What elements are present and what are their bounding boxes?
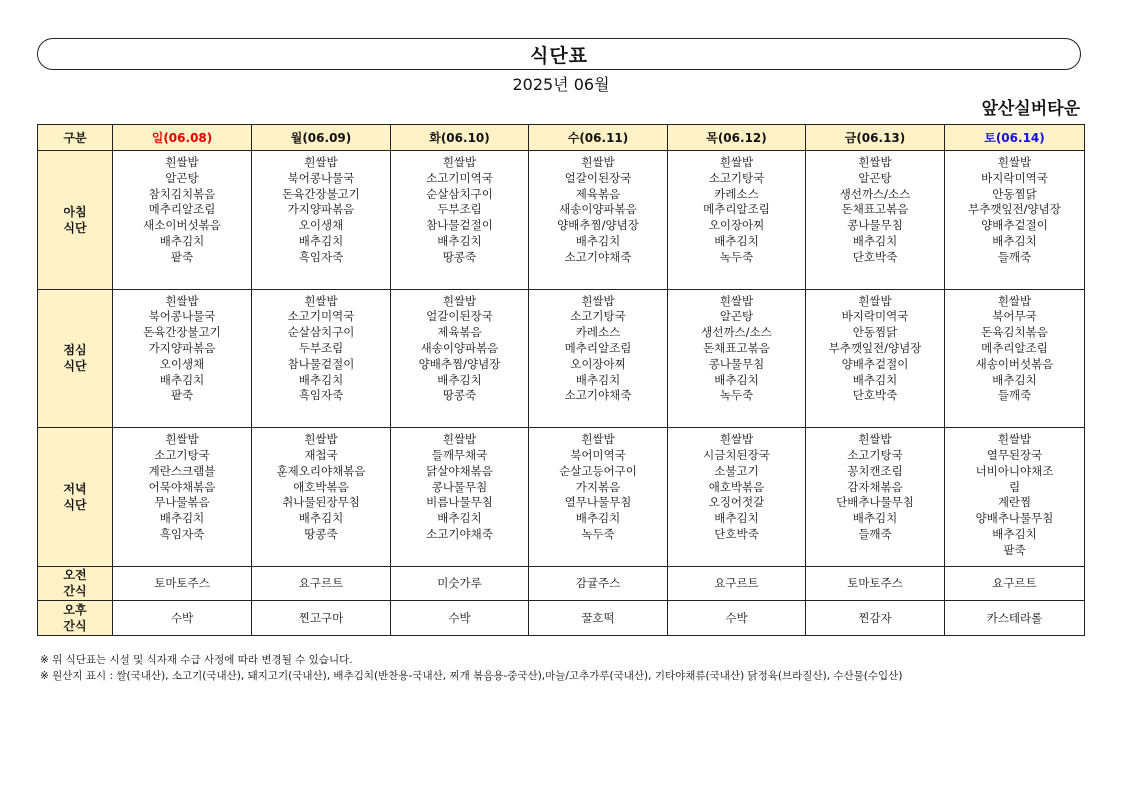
menu-item: 콩나물무침: [847, 218, 903, 233]
menu-item: 흑임자죽: [298, 249, 344, 264]
menu-item: 훈제오리야채볶음: [276, 463, 366, 478]
menu-item: 흰쌀밥: [304, 155, 338, 169]
snack-cell: 찐고구마: [252, 600, 391, 635]
menu-item: 소불고기: [714, 463, 759, 478]
menu-item: 북어콩나물국: [287, 170, 355, 185]
meal-cell: [806, 151, 945, 290]
menu-item: 배추김치: [992, 372, 1037, 387]
day-header: 금(06.13): [806, 125, 945, 151]
menu-item: 안동찜닭: [992, 186, 1037, 201]
menu-item: 열무나물무침: [564, 495, 632, 510]
menu-item: 배추김치: [714, 372, 759, 387]
menu-item: 애호박볶음: [293, 479, 349, 494]
meal-cell: [806, 428, 945, 567]
menu-item: 녹두죽: [719, 388, 754, 403]
meal-cell: [252, 151, 391, 290]
menu-item: 오이생채: [298, 218, 344, 233]
menu-item: 계란찜: [997, 495, 1032, 510]
menu-item: 흰쌀밥: [442, 293, 477, 308]
menu-item: 흰쌀밥: [997, 432, 1032, 447]
menu-item: 배추김치: [714, 511, 759, 526]
menu-item: 돈육간장불고기: [282, 186, 360, 201]
menu-item: 취나물된장무침: [282, 495, 360, 510]
menu-item: 알곤탕: [165, 170, 199, 185]
snack-cell: 수박: [668, 600, 806, 635]
meal-cell: [252, 289, 391, 428]
menu-item: 단호박죽: [852, 388, 898, 403]
menu-item: 흰쌀밥: [581, 432, 615, 447]
menu-item: 돈채표고볶음: [703, 340, 770, 355]
menu-item: 흰쌀밥: [581, 293, 615, 308]
day-header: 토(06.14): [945, 125, 1085, 151]
page-title: 식단표: [529, 44, 589, 67]
meal-cell: [945, 289, 1085, 428]
menu-item: 오이생채: [159, 356, 205, 371]
menu-item: 녹두죽: [581, 526, 615, 541]
menu-item: 흰쌀밥: [719, 155, 754, 169]
menu-item: 가지양파볶음: [287, 202, 355, 217]
snack-cell: 토마토주스: [806, 566, 945, 600]
row-label-text: 저녁: [63, 481, 87, 496]
snack-cell: 토마토주스: [113, 566, 252, 600]
snack-row: [38, 600, 1085, 635]
menu-item: 계란스크램블: [148, 463, 216, 478]
menu-item: 양배추찜/양념장: [418, 356, 501, 371]
menu-item: 북어미역국: [570, 447, 626, 462]
menu-item: 참나물겉절이: [287, 356, 355, 371]
menu-item: 땅콩죽: [304, 526, 338, 541]
menu-item: 단배추나물무침: [836, 495, 914, 510]
menu-item: 알곤탕: [858, 170, 892, 185]
menu-item: 순살고등어구이: [559, 463, 637, 478]
notes: [40, 652, 902, 684]
row-label-text: 아침: [63, 204, 87, 219]
menu-item: 땅콩죽: [442, 388, 477, 403]
meal-cell: [391, 151, 529, 290]
meal-cell: [668, 428, 806, 567]
menu-item: 배추김치: [852, 511, 898, 526]
menu-item: 메추리알조림: [564, 340, 632, 355]
menu-item: 배추김치: [159, 511, 205, 526]
day-header: 일(06.08): [113, 125, 252, 151]
menu-item: 배추김치: [575, 511, 621, 526]
menu-item: 카레소스: [714, 186, 759, 201]
header-category: 구분: [38, 125, 113, 151]
menu-item: 배추김치: [437, 511, 482, 526]
menu-item: 순살삼치구이: [287, 325, 355, 340]
menu-item: 배추김치: [575, 233, 621, 248]
meal-cell: [252, 428, 391, 567]
menu-item: 소고기야채죽: [564, 388, 632, 403]
menu-item: 오이장아찌: [570, 356, 626, 371]
menu-item: 땅콩죽: [442, 249, 477, 264]
snack-cell: 요구르트: [945, 566, 1085, 600]
menu-item: 너비아니야채조: [975, 463, 1054, 478]
row-label-text: 간식: [63, 584, 87, 599]
menu-item: 소고기탕국: [154, 447, 210, 462]
menu-item: 시금치된장국: [703, 447, 770, 462]
menu-item: 꽁치캔조림: [847, 463, 903, 478]
meal-cell: [806, 289, 945, 428]
row-label-text: 점심: [63, 343, 87, 358]
menu-item: 배추김치: [159, 233, 205, 248]
menu-item: 재첩국: [304, 447, 338, 462]
menu-item: 배추김치: [298, 233, 344, 248]
meal-row: [38, 289, 1085, 428]
menu-item: 참나물겉절이: [426, 218, 493, 233]
menu-item: 양배추겉절이: [981, 218, 1048, 233]
day-header: 화(06.10): [391, 125, 529, 151]
menu-item: 제육볶음: [575, 186, 621, 201]
menu-item: 흑임자죽: [159, 526, 205, 541]
menu-item: 메추리알조림: [981, 340, 1048, 355]
menu-item: 림: [1008, 479, 1021, 494]
row-label: [38, 566, 113, 600]
menu-item: 들깨죽: [997, 249, 1032, 264]
menu-item: 소고기미역국: [287, 309, 355, 324]
menu-item: 소고기야채죽: [564, 249, 632, 264]
row-label: [38, 600, 113, 635]
meal-cell: [391, 428, 529, 567]
day-header: 월(06.09): [252, 125, 391, 151]
meal-cell: [529, 289, 668, 428]
snack-cell: 수박: [391, 600, 529, 635]
menu-item: 메추리알조림: [703, 202, 770, 217]
meal-cell: [391, 289, 529, 428]
menu-item: 흰쌀밥: [304, 293, 338, 308]
row-label-text: 식단: [63, 359, 87, 374]
row-label-text: 식단: [63, 497, 87, 512]
snack-cell: 꿀호떡: [529, 600, 668, 635]
menu-item: 두부조림: [298, 340, 344, 355]
menu-item: 새송이양파볶음: [420, 340, 499, 355]
menu-item: 북어콩나물국: [148, 309, 216, 324]
menu-item: 제육볶음: [437, 325, 482, 340]
meal-row: [38, 428, 1085, 567]
menu-item: 가지양파볶음: [148, 340, 216, 355]
menu-item: 소고기탕국: [847, 447, 903, 462]
menu-item: 카레소스: [575, 325, 621, 340]
menu-item: 배추김치: [992, 233, 1037, 248]
menu-item: 가지볶음: [575, 479, 621, 494]
menu-item: 바지락미역국: [841, 309, 909, 324]
meal-table: [37, 124, 1085, 636]
snack-cell: 감귤주스: [529, 566, 668, 600]
menu-item: 단호박죽: [714, 526, 759, 541]
menu-item: 흰쌀밥: [304, 432, 338, 447]
meal-cell: [113, 289, 252, 428]
menu-item: 오이장아찌: [708, 218, 765, 233]
menu-item: 콩나물무침: [431, 479, 488, 494]
menu-item: 어묵야채볶음: [148, 479, 216, 494]
snack-cell: 요구르트: [668, 566, 806, 600]
day-header: 목(06.12): [668, 125, 806, 151]
menu-item: 감자채볶음: [847, 479, 903, 494]
row-label: [38, 289, 113, 428]
snack-cell: 카스테라롤: [945, 600, 1085, 635]
menu-item: 흑임자죽: [298, 388, 344, 403]
snack-cell: 찐감자: [806, 600, 945, 635]
header-row: [38, 125, 1085, 151]
row-label: [38, 151, 113, 290]
menu-item: 녹두죽: [719, 249, 754, 264]
menu-item: 바지락미역국: [981, 170, 1048, 185]
meal-row: [38, 151, 1085, 290]
note-change: ※ 위 식단표는 시설 및 식자재 수급 사정에 따라 변경될 수 있습니다.: [40, 654, 353, 666]
menu-item: 소고기미역국: [426, 170, 493, 185]
menu-item: 두부조림: [437, 202, 482, 217]
menu-item: 생선까스/소스: [701, 325, 772, 340]
menu-item: 순살삼치구이: [426, 186, 493, 201]
menu-item: 부추깻잎전/양념장: [968, 202, 1061, 217]
menu-item: 새송이양파볶음: [559, 202, 637, 217]
row-label-text: 오후: [63, 602, 87, 617]
meal-cell: [945, 151, 1085, 290]
menu-item: 흰쌀밥: [997, 293, 1032, 308]
menu-item: 새소이버섯볶음: [143, 218, 221, 233]
menu-item: 단호박죽: [852, 249, 898, 264]
menu-item: 들깨죽: [858, 526, 892, 541]
menu-item: 흰쌀밥: [165, 155, 199, 169]
menu-item: 콩나물무침: [708, 356, 765, 371]
menu-item: 흰쌀밥: [165, 432, 199, 447]
meal-cell: [945, 428, 1085, 567]
snack-cell: 요구르트: [252, 566, 391, 600]
title-banner: [37, 38, 1081, 70]
menu-item: 배추김치: [852, 372, 898, 387]
menu-item: 배추김치: [714, 233, 759, 248]
row-label-text: 식단: [63, 220, 87, 235]
menu-item: 소고기탕국: [570, 309, 626, 324]
menu-item: 흰쌀밥: [581, 155, 615, 169]
meal-cell: [529, 428, 668, 567]
menu-item: 흰쌀밥: [858, 155, 892, 169]
menu-item: 팥죽: [170, 249, 194, 264]
month-subtitle: 2025년 06월: [512, 75, 610, 94]
menu-item: 팥죽: [170, 388, 194, 403]
snack-cell: 미숫가루: [391, 566, 529, 600]
menu-item: 열무된장국: [986, 447, 1043, 462]
menu-item: 돈육김치볶음: [981, 325, 1048, 340]
snack-cell: 수박: [113, 600, 252, 635]
menu-item: 양배추겉절이: [841, 356, 909, 371]
meal-cell: [668, 289, 806, 428]
menu-item: 부추깻잎전/양념장: [828, 340, 922, 355]
menu-item: 무나물볶음: [154, 495, 210, 510]
menu-item: 흰쌀밥: [165, 293, 199, 308]
menu-item: 새송이버섯볶음: [975, 356, 1054, 371]
menu-item: 알곤탕: [719, 309, 754, 324]
menu-item: 북어무국: [992, 309, 1037, 324]
menu-item: 얼갈이된장국: [426, 309, 493, 324]
menu-item: 소고기탕국: [708, 170, 765, 185]
menu-item: 배추김치: [852, 233, 898, 248]
menu-item: 돈채표고볶음: [841, 202, 909, 217]
meal-cell: [668, 151, 806, 290]
menu-item: 흰쌀밥: [997, 155, 1032, 169]
menu-item: 배추김치: [298, 511, 344, 526]
menu-item: 배추김치: [159, 372, 205, 387]
menu-item: 애호박볶음: [708, 479, 765, 494]
row-label: [38, 428, 113, 567]
menu-item: 생선까스/소스: [839, 186, 911, 201]
row-label-text: 오전: [63, 568, 87, 583]
menu-item: 돈육간장불고기: [143, 325, 221, 340]
menu-item: 흰쌀밥: [858, 293, 892, 308]
snack-row: [38, 566, 1085, 600]
meal-cell: [113, 151, 252, 290]
menu-item: 참치김치볶음: [148, 186, 216, 201]
menu-item: 들깨무채국: [431, 447, 488, 462]
menu-item: 오징어젓갈: [708, 495, 765, 510]
menu-item: 들깨죽: [997, 388, 1032, 403]
menu-item: 비름나물무침: [426, 495, 493, 510]
menu-item: 흰쌀밥: [719, 432, 754, 447]
menu-item: 팥죽: [1003, 542, 1026, 557]
menu-item: 소고기야채죽: [426, 526, 493, 541]
meal-cell: [529, 151, 668, 290]
menu-item: 흰쌀밥: [442, 155, 477, 169]
menu-item: 얼갈이된장국: [564, 170, 632, 185]
day-header: 수(06.11): [529, 125, 668, 151]
menu-item: 배추김치: [992, 526, 1037, 541]
menu-item: 흰쌀밥: [719, 293, 754, 308]
menu-item: 배추김치: [298, 372, 344, 387]
facility-name: 앞산실버타운: [981, 99, 1080, 119]
menu-item: 닭살야채볶음: [426, 463, 493, 478]
meal-cell: [113, 428, 252, 567]
menu-item: 안동찜닭: [852, 325, 898, 340]
menu-item: 배추김치: [437, 233, 482, 248]
note-origin: ※ 원산지 표시 : 쌀(국내산), 소고기(국내산), 돼지고기(국내산), 배추김치(반찬용-국내산, 찌개 볶음용-중국산),마늘/고추가루(국내산), 기타야채류(국내산) 닭정육(브라질산), 수산물(수입산): [40, 670, 903, 682]
row-label-text: 간식: [63, 618, 87, 633]
menu-item: 양배추찜/양념장: [557, 218, 639, 233]
menu-item: 흰쌀밥: [858, 432, 892, 447]
menu-item: 배추김치: [437, 372, 482, 387]
menu-item: 양배추나물무침: [975, 511, 1054, 526]
menu-item: 흰쌀밥: [442, 432, 477, 447]
menu-item: 배추김치: [575, 372, 621, 387]
menu-item: 메추리알조림: [148, 202, 216, 217]
